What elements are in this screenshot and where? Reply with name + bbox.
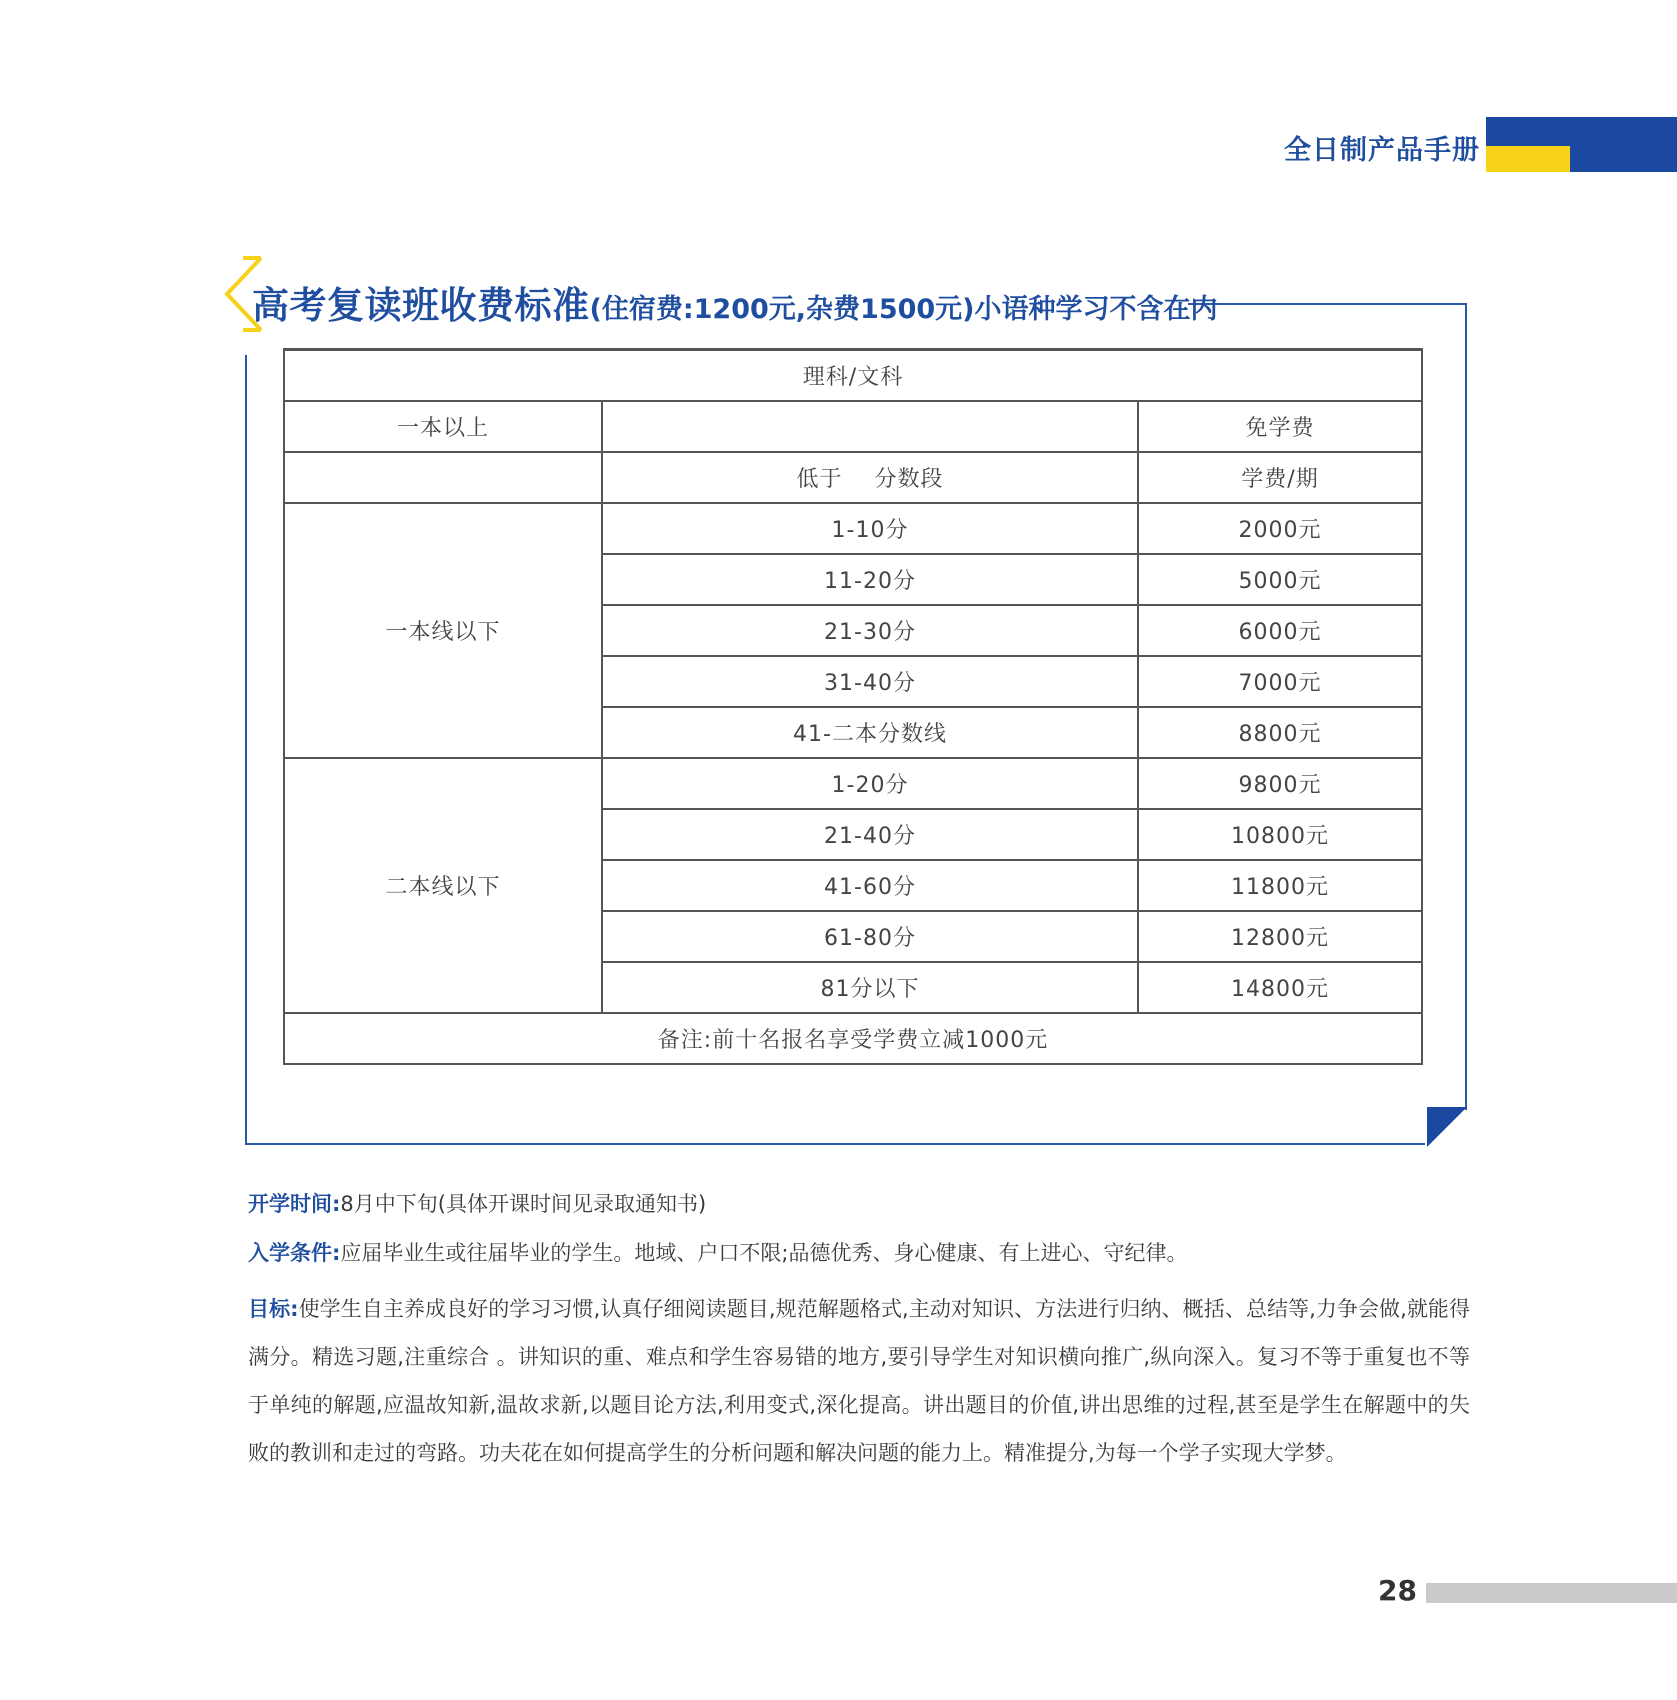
page-number: 28 <box>1378 1574 1417 1607</box>
table-cell: 低于 分数段 <box>602 452 1138 503</box>
table-cell: 12800元 <box>1138 911 1422 962</box>
table-cell: 6000元 <box>1138 605 1422 656</box>
table-cell: 8800元 <box>1138 707 1422 758</box>
table-cell: 41-60分 <box>602 860 1138 911</box>
corner-triangle-icon <box>1427 1107 1467 1147</box>
table-cell: 9800元 <box>1138 758 1422 809</box>
admission-text: 应届毕业生或往届毕业的学生。地域、户口不限;品德优秀、身心健康、有上进心、守纪律。 <box>340 1241 1188 1265</box>
table-cell: 81分以下 <box>602 962 1138 1013</box>
start-time-label: 开学时间: <box>248 1192 341 1216</box>
goal-text: 使学生自主养成良好的学习习惯,认真仔细阅读题目,规范解题格式,主动对知识、方法进行归纳、概括、总结等,力争会做,就能得满分。精选习题,注重综合 。讲知识的重、难点和学生容易错的地方,要引导学生对知识横向推广,纵向深入。复习不等于重复也不等于单纯的解题,应温故知新,温故求新,以题目论方法,利用变式,深化提高。讲出题目的价值,讲出思维的过程,甚至是学生在解题中的失败的教训和走过的弯路。功夫花在如何提高学生的分析问题和解决问题的能力上。精准提分,为每一个学子实现大学梦。 <box>248 1297 1470 1465</box>
section-title <box>252 275 1218 329</box>
start-time-paragraph <box>248 1188 1470 1218</box>
admission-paragraph <box>248 1237 1470 1267</box>
table-cell: 学费/期 <box>1138 452 1422 503</box>
frame-left-line <box>245 355 247 1145</box>
table-cell: 31-40分 <box>602 656 1138 707</box>
table-cell: 14800元 <box>1138 962 1422 1013</box>
table-header-cell: 理科/文科 <box>284 350 1422 402</box>
table-cell: 1-20分 <box>602 758 1138 809</box>
frame-top-line <box>1188 303 1467 305</box>
table-cell: 10800元 <box>1138 809 1422 860</box>
fee-table <box>283 348 1423 1065</box>
table-cell: 41-二本分数线 <box>602 707 1138 758</box>
table-cell: 5000元 <box>1138 554 1422 605</box>
table-cell <box>602 401 1138 452</box>
table-row <box>284 758 1422 809</box>
table-row <box>284 503 1422 554</box>
handbook-title: 全日制产品手册 <box>1284 135 1480 166</box>
group-label-cell: 二本线以下 <box>284 758 602 1013</box>
frame-bottom-line <box>245 1143 1425 1145</box>
table-row <box>284 452 1422 503</box>
table-cell: 免学费 <box>1138 401 1422 452</box>
footer-gray-bar <box>1426 1583 1677 1603</box>
header-yellow-bar <box>1486 146 1570 172</box>
table-row <box>284 350 1422 402</box>
table-cell: 21-40分 <box>602 809 1138 860</box>
section-title-main: 高考复读班收费标准 <box>252 284 590 327</box>
table-footnote-cell: 备注:前十名报名享受学费立减1000元 <box>284 1013 1422 1064</box>
goal-label: 目标: <box>248 1297 299 1321</box>
group-label-cell: 一本线以下 <box>284 503 602 758</box>
table-cell <box>284 452 602 503</box>
table-cell: 21-30分 <box>602 605 1138 656</box>
admission-label: 入学条件: <box>248 1241 341 1265</box>
start-time-text: 8月中下旬(具体开课时间见录取通知书) <box>340 1192 707 1216</box>
table-cell: 一本以上 <box>284 401 602 452</box>
table-cell: 1-10分 <box>602 503 1138 554</box>
table-cell: 61-80分 <box>602 911 1138 962</box>
section-title-note: (住宿费:1200元,杂费1500元)小语种学习不含在内 <box>589 294 1218 325</box>
table-cell: 11800元 <box>1138 860 1422 911</box>
frame-right-line <box>1465 303 1467 1110</box>
table-cell: 7000元 <box>1138 656 1422 707</box>
table-cell: 11-20分 <box>602 554 1138 605</box>
goal-paragraph <box>248 1285 1470 1477</box>
table-cell: 2000元 <box>1138 503 1422 554</box>
table-row <box>284 1013 1422 1064</box>
table-row <box>284 401 1422 452</box>
